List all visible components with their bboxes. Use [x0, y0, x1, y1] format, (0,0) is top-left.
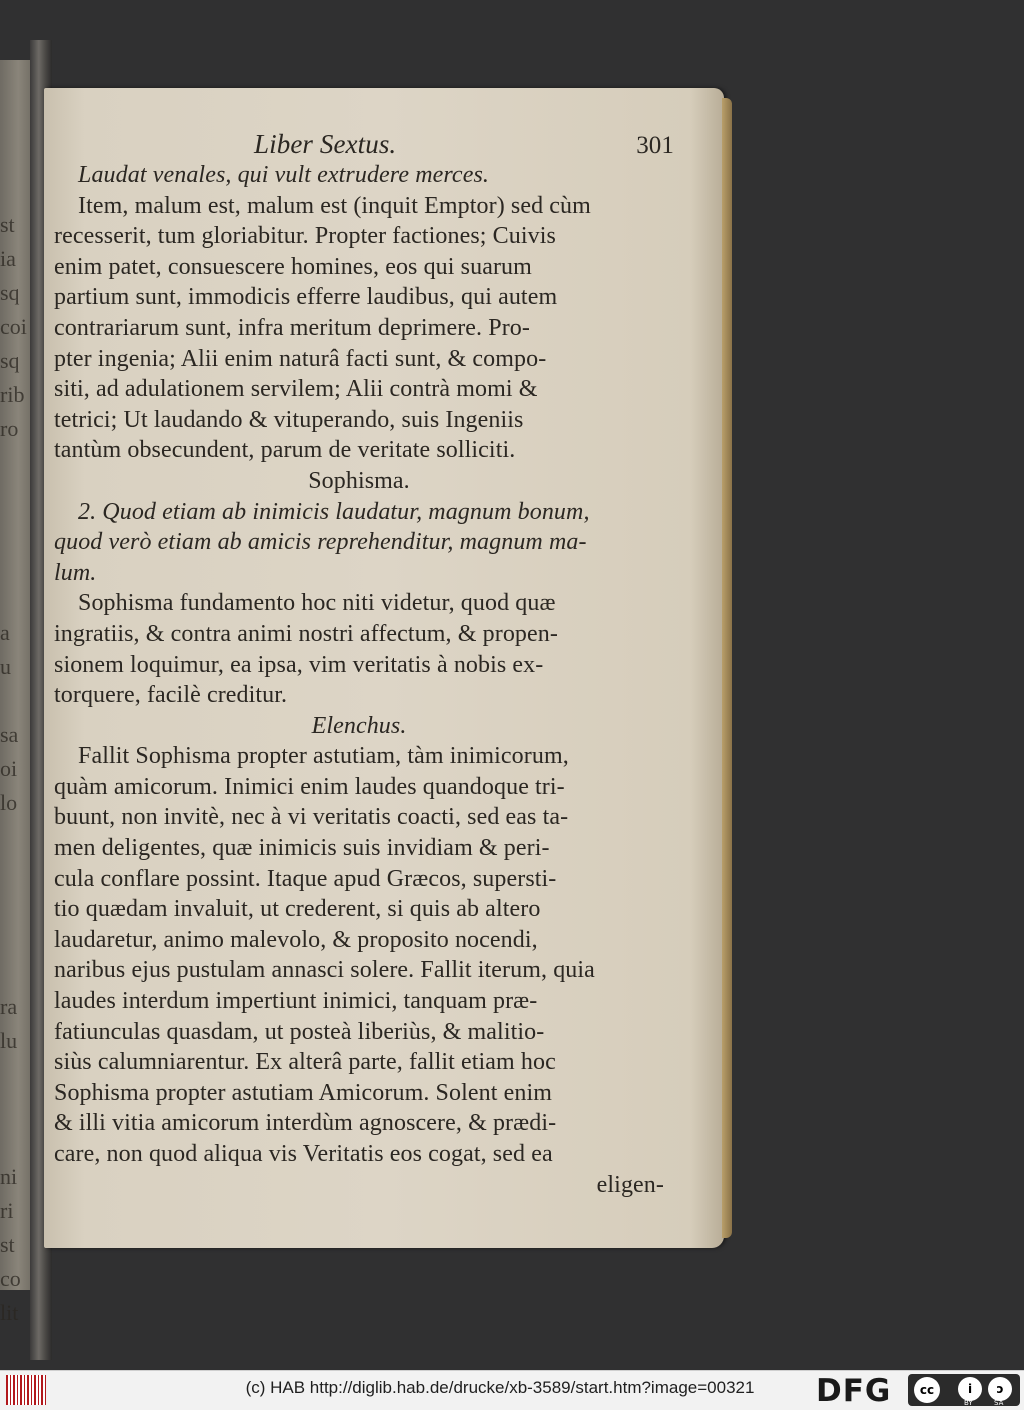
text-line: recesserit, tum gloriabitur. Propter factiones; Cuivis: [54, 223, 556, 250]
previous-page-fragment: sq: [0, 280, 20, 305]
cc-license-badge[interactable]: [908, 1374, 1020, 1406]
text-line: enim patet, consuescere homines, eos qui suarum: [54, 253, 532, 280]
cc-by-label: BY: [964, 1399, 973, 1407]
previous-page-fragment: coi: [0, 314, 27, 339]
text-line: pter ingenia; Alii enim naturâ facti sunt, & compo-: [54, 345, 547, 372]
barcode-icon: [6, 1375, 46, 1405]
text-line: siti, ad adulationem servilem; Alii contrà momi &: [54, 376, 538, 403]
text-line: contrariarum sunt, infra meritum deprimere. Pro-: [54, 314, 530, 341]
book-page: [44, 88, 724, 1248]
cc-sa-icon: ↄ: [988, 1377, 1012, 1401]
text-line: & illi vitia amicorum interdùm agnoscere, & prædi-: [54, 1110, 557, 1137]
viewer-footer: [0, 1370, 1024, 1410]
page-fore-edge: [722, 98, 732, 1238]
text-line: tantùm obsecundent, parum de veritate solliciti.: [54, 437, 516, 464]
previous-page-fragment: a: [0, 620, 10, 645]
text-line: Sophisma propter astutiam Amicorum. Solent enim: [54, 1079, 552, 1106]
copyright-link[interactable]: (c) HAB http://diglib.hab.de/drucke/xb-3589/start.htm?image=00321: [245, 1378, 755, 1397]
previous-page-fragment: lit: [0, 1300, 19, 1325]
text-line: laudaretur, animo malevolo, & proposito nocendi,: [54, 926, 538, 953]
text-line: Sophisma.: [308, 467, 410, 494]
previous-page-fragment: ri: [0, 1198, 14, 1223]
page-text: [54, 128, 674, 1200]
cc-sa-label: SA: [994, 1399, 1004, 1407]
previous-page-fragment: lu: [0, 1028, 18, 1053]
text-line: tetrici; Ut laudando & vituperando, suis Ingeniis: [54, 406, 524, 433]
previous-page-fragment: oi: [0, 756, 18, 781]
text-line: siùs calumniarentur. Ex alterâ parte, fallit etiam hoc: [54, 1049, 556, 1076]
previous-page-fragment: ia: [0, 246, 16, 271]
text-line: Fallit Sophisma propter astutiam, tàm inimicorum,: [78, 743, 569, 770]
previous-page-fragment: u: [0, 654, 11, 679]
text-line: lum.: [54, 559, 97, 586]
previous-page-fragment: sq: [0, 348, 20, 373]
previous-page-fragment: sa: [0, 722, 19, 747]
text-block: [54, 160, 664, 1200]
previous-page-fragment: st: [0, 212, 15, 237]
text-line: Elenchus.: [311, 712, 407, 739]
text-line: Laudat venales, qui vult extrudere merces.: [78, 162, 489, 188]
text-line: fatiunculas quasdam, ut posteà liberiùs, & malitio-: [54, 1018, 545, 1045]
running-head: Liber Sextus.: [254, 129, 397, 159]
previous-page-fragment: rib: [0, 382, 25, 407]
text-line: Item, malum est, malum est (inquit Emptor) sed cùm: [78, 192, 591, 219]
text-line: partium sunt, immodicis efferre laudibus, qui autem: [54, 284, 558, 311]
previous-page-fragment: ra: [0, 994, 18, 1019]
previous-page-fragment: ro: [0, 416, 19, 441]
text-line: ingratiis, & contra animi nostri affectum, & propen-: [54, 620, 558, 647]
text-line: tio quædam invaluit, ut crederent, si quis ab altero: [54, 896, 541, 923]
text-line: torquere, facilè creditur.: [54, 682, 288, 709]
cc-icon: cc: [914, 1377, 940, 1403]
text-line: naribus ejus pustulam annasci solere. Fallit iterum, quia: [54, 957, 595, 984]
text-line: care, non quod aliqua vis Veritatis eos cogat, sed ea: [54, 1141, 553, 1167]
previous-page-fragment: ni: [0, 1164, 18, 1189]
dfg-logo[interactable]: DFG: [816, 1373, 892, 1409]
text-line: men deligentes, quæ inimicis suis invidiam & peri-: [54, 835, 550, 862]
text-line: buunt, non invitè, nec à vi veritatis coacti, sed eas ta-: [54, 804, 569, 831]
previous-page-fragment: st: [0, 1232, 15, 1257]
text-line: Sophisma fundamento hoc niti videtur, quod quæ: [78, 590, 556, 617]
text-line: sionem loquimur, ea ipsa, vim veritatis à nobis ex-: [54, 651, 544, 678]
page-number: 301: [636, 132, 674, 159]
previous-page-fragment: lo: [0, 790, 18, 815]
previous-page-fragment: co: [0, 1266, 21, 1291]
text-line: eligen-: [596, 1171, 664, 1198]
text-line: quod verò etiam ab amicis reprehenditur, magnum ma-: [54, 529, 587, 556]
text-line: cula conflare possint. Itaque apud Græcos, supersti-: [54, 865, 557, 892]
text-line: quàm amicorum. Inimici enim laudes quandoque tri-: [54, 773, 565, 800]
text-line: 2. Quod etiam ab inimicis laudatur, magnum bonum,: [78, 498, 590, 525]
text-line: laudes interdum impertiunt inimici, tanquam præ-: [54, 988, 538, 1015]
page-header: [54, 128, 674, 160]
cc-by-icon: i: [958, 1377, 982, 1401]
